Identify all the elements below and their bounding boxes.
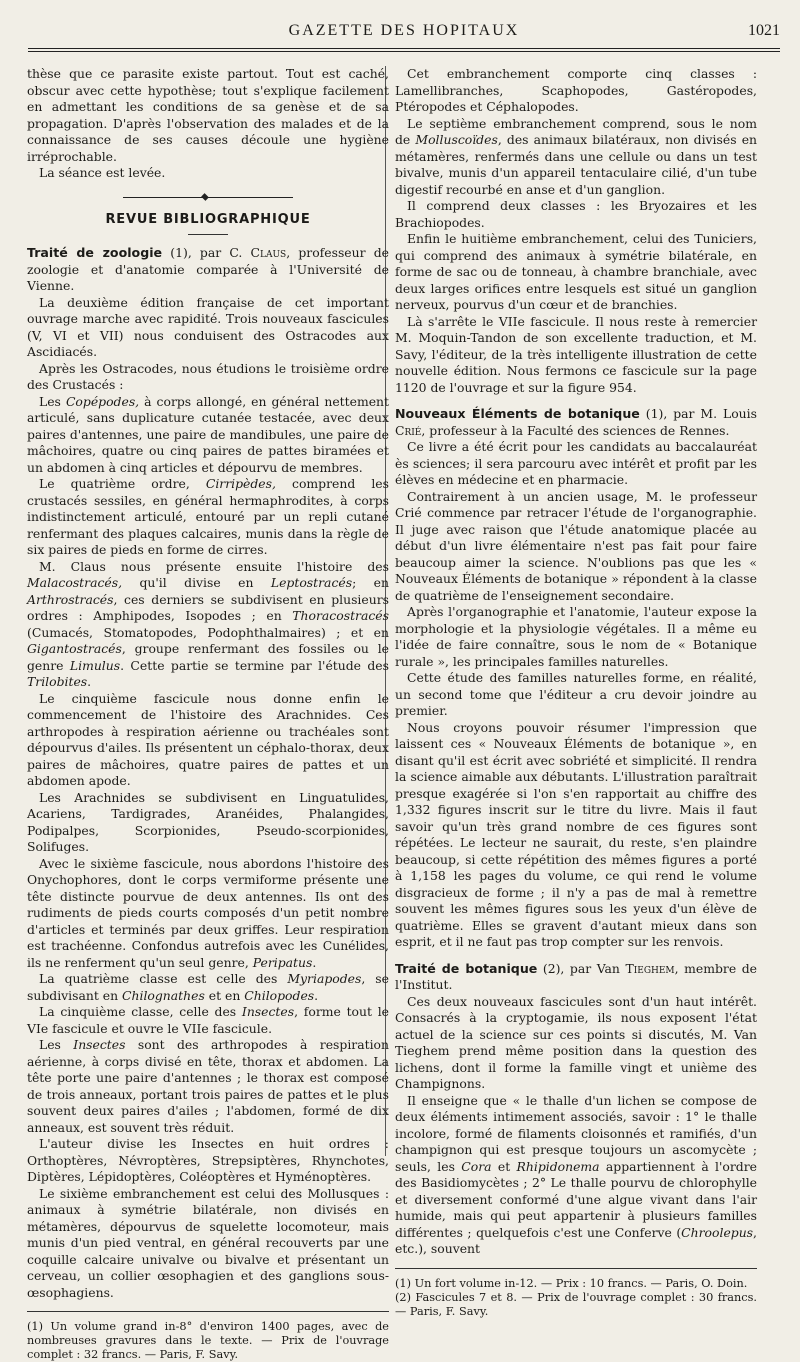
paragraph: La quatrième classe est celle des Myriapodes, se subdivisant en Chilognathes et en Chilopodes. (27, 971, 389, 1003)
section-separator (123, 192, 293, 202)
review-heading: Nouveaux Éléments de botanique (1), par M. Louis Crié, professeur à la Faculté des sciences de Rennes. (395, 406, 757, 438)
paragraph: Le sixième embranchement est celui des Mollusques : animaux à symétrie bilatérale, non divisés en métamères, dépourvus de squelette locomoteur, mais munis d'un pied ventral, en général recouverts par une coquille calcaire univalve ou bivalve et présentant un cerveau, un collier œsophagien et des ganglions sous-œsophagiens. (27, 1185, 389, 1300)
paragraph: Enfin le huitième embranchement, celui des Tuniciers, qui comprend des animaux à symétrie bilatérale, en forme de sac ou de tonneau, à chambre branchiale, avec deux larges orifices entre lesquels est situé un ganglion nerveux, pourvus d'un cœur et de branchies. (395, 231, 757, 312)
paragraph: Nous croyons pouvoir résumer l'impression que laissent ces « Nouveaux Éléments de botanique », en disant qu'il est écrit avec sobriété et simplicité. Il rendra la science aimable aux débutants. L'illustration paraîtrait presque exagérée si l'on s'en rapportait au chiffre des 1,332 figures inscrit sur le titre du livre. Mais il faut savoir qu'un très grand nombre de ces figures sont répétées. Le lecteur ne saurait, du reste, s'en plaindre beaucoup, si cette répétition des mêmes figures a porté à 1,158 les pages du volume, ce qui rend le volume disgracieux de forme ; il n'y a pas de mal à remettre souvent les mêmes figures sous les yeux d'un élève de quatrième. Elles se gravent d'autant mieux dans son esprit, et il ne faut pas trop compter sur les renvois. (395, 719, 757, 949)
paragraph: Avec le sixième fascicule, nous abordons l'histoire des Onychophores, dont le corps vermiforme présente une tête distincte pourvue de deux antennes. Ils ont des rudiments de pieds courts composés d'un petit nombre d'articles et terminés par deux griffes. Leur respiration est trachéenne. Confondus autrefois avec les Cunélides, ils ne renferment qu'un seul genre, Peripatus. (27, 855, 389, 970)
paragraph: Les Copépodes, à corps allongé, en général nettement articulé, sans duplicature cutanée testacée, avec deux paires d'antennes, une paire de mandibules, une paire de mâchoires, quatre ou cinq paires de pattes biramées et un abdomen à cinq articles et dépourvu de membres. (27, 393, 390, 475)
footnote: (1) Un volume grand in-8° d'environ 1400 pages, avec de nombreuses gravures dans le texte. — Prix de l'ouvrage complet : 32 francs. — Paris, F. Savy. (27, 1320, 389, 1361)
journal-title: GAZETTE DES HOPITAUX (288, 22, 520, 39)
paragraph: Ce livre a été écrit pour les candidats au baccalauréat ès sciences; il sera parcouru avec intérêt et profit par les élèves en médecine et en pharmacie. (395, 439, 757, 487)
paragraph: La deuxième édition française de cet important ouvrage marche avec rapidité. Trois nouveaux fascicules (V, VI et VII) nous conduisent des Ostracodes aux Ascidiacés. (27, 294, 389, 359)
right-column (395, 66, 758, 1318)
paragraph: Les Insectes sont des arthropodes à respiration aérienne, à corps divisé en tête, thorax et abdomen. La tête porte une paire d'antennes ; le thorax est composé de trois anneaux, portant trois paires de pattes et le plus souvent deux paires d'ailes ; l'abdomen, formé de dix anneaux, est souvent très réduit. (27, 1037, 389, 1135)
header-rule (28, 48, 780, 52)
paragraph: Après l'organographie et l'anatomie, l'auteur expose la morphologie et la physiologie végétales. Il a même eu l'idée de faire connaître, sous le nom de « Botanique rurale », les principales familles naturelles. (395, 604, 757, 669)
paragraph: Cette étude des familles naturelles forme, en réalité, un second tome que l'éditeur a cru devoir joindre au premier. (395, 670, 757, 718)
paragraph: Les Arachnides se subdivisent en Linguatulides, Acariens, Tardigrades, Aranéides, Phalangides, Podipalpes, Scorpionides, Pseudo-scorpionides, Solifuges. (27, 789, 389, 854)
paragraph: La cinquième classe, celle des Insectes, forme tout le VIe fascicule et ouvre le VIIe fascicule. (27, 1004, 390, 1036)
author-name: Crié (395, 422, 422, 438)
left-column (27, 66, 390, 1361)
section-title: REVUE BIBLIOGRAPHIQUE (105, 211, 311, 227)
footnote: (2) Fascicules 7 et 8. — Prix de l'ouvrage complet : 30 francs. — Paris, F. Savy. (395, 1290, 757, 1318)
footnote: (1) Un fort volume in-12. — Prix : 10 francs. — Paris, O. Doin. (395, 1276, 748, 1290)
author-name: Tieghem (625, 960, 675, 976)
book-title: Traité de botanique (395, 960, 538, 976)
paragraph: Après les Ostracodes, nous étudions le troisième ordre des Crustacés : (27, 360, 389, 392)
paragraph: La séance est levée. (39, 165, 166, 180)
review-heading: Traité de botanique (2), par Van Tieghem, membre de l'Institut. (395, 960, 757, 992)
book-title: Traité de zoologie (27, 245, 163, 260)
paragraph: M. Claus nous présente ensuite l'histoire des Malacostracés, qu'il divise en Leptostracés; en Arthrostracés, ces derniers se subdivisent en plusieurs ordres : Amphipodes, Isopodes ; en Thoracostracés (Cumacés, Stomatopodes, Podophthalmaires) ; et en Gigantostracés, groupe renfermant des fossiles ou le genre Limulus. Cette partie se termine par l'étude des Trilobites. (27, 558, 389, 689)
paragraph: thèse que ce parasite existe partout. Tout est caché, obscur avec cette hypothèse; tout s'explique facilement en admettant les conditions de sa genèse et de sa propagation. D'après l'observation des malades et de la connaissance de ses causes découle une hygiène irréprochable. (27, 66, 389, 164)
paragraph: L'auteur divise les Insectes en huit ordres : Orthoptères, Névroptères, Strepsiptères, Rhynchotes, Diptères, Lépidoptères, Coléoptères et Hyménoptères. (27, 1136, 389, 1184)
paragraph: Il comprend deux classes : les Bryozaires et les Brachiopodes. (395, 198, 757, 230)
short-rule (188, 234, 228, 235)
page-number: 1021 (748, 22, 780, 39)
paragraph: Le quatrième ordre, Cirripèdes, comprend les crustacés sessiles, en général hermaphrodites, à corps indistinctement articulé, entouré par un repli cutané renfermant des plaques calcaires, munis dans la règle de six paires de pieds en forme de cirres. (27, 476, 389, 557)
footnotes (27, 1311, 389, 1362)
footnotes (395, 1268, 757, 1319)
author-name: Claus (250, 245, 287, 260)
paragraph: Ces deux nouveaux fascicules sont d'un haut intérêt. Consacrés à la cryptogamie, ils nous exposent l'état actuel de la science sur ces points si discutés, M. Van Tieghem prend même position dans la question des lichens, dont il forme la famille vingt et unième des Champignons. (395, 993, 757, 1091)
review-heading: Traité de zoologie (1), par C. Claus, professeur de zoologie et d'anatomie comparée à l'Université de Vienne. (27, 245, 389, 293)
paragraph: Il enseigne que « le thalle d'un lichen se compose de deux éléments intimement associés, savoir : 1° le thalle incolore, formé de filaments cloisonnés et ramifiés, d'un champignon qui est presque toujours un ascomycète ; seuls, les Cora et Rhipidonema appartiennent à l'ordre des Basidiomycètes ; 2° Le thalle pourvu de chlorophylle et diversement conformé d'une algue vivant dans l'air humide, mais qui peut appartenir à plusieurs familles différentes ; quelquefois c'est une Conferve (Chroolepus, etc.), souvent (395, 1092, 757, 1256)
paragraph: Cet embranchement comporte cinq classes : Lamellibranches, Scaphopodes, Gastéropodes, Ptéropodes et Céphalopodes. (395, 66, 757, 114)
paragraph: Là s'arrête le VIIe fascicule. Il nous reste à remercier M. Moquin-Tandon de son excellente traduction, et M. Savy, l'éditeur, de la très intelligente illustration de cette nouvelle édition. Nous fermons ce fascicule sur la page 1120 de l'ouvrage et sur la figure 954. (395, 313, 757, 395)
paragraph: Le cinquième fascicule nous donne enfin le commencement de l'histoire des Arachnides. Ces arthropodes à respiration aérienne ou trachéales sont dépourvus d'ailes. Ils présentent un céphalo-thorax, deux paires de mâchoires, quatre paires de pattes et un abdomen apode. (27, 690, 389, 788)
paragraph: Le septième embranchement comprend, sous le nom de Molluscoïdes, des animaux bilatéraux, non divisés en métamères, renfermés dans une cellule ou dans un test bivalve, munis d'un appareil tentaculaire cilié, d'un tube digestif recourbé en anse et d'un ganglion. (395, 115, 758, 197)
paragraph: Contrairement à un ancien usage, M. le professeur Crié commence par retracer l'étude de l'organographie. Il juge avec raison que l'étude anatomique placée au début d'un livre élémentaire n'est pas fait pour faire beaucoup aimer la science. N'oublions pas que les « Nouveaux Éléments de botanique » répondent à la classe de quatrième de l'enseignement secondaire. (395, 488, 757, 603)
page-header (28, 22, 780, 44)
book-title: Nouveaux Éléments de botanique (395, 406, 640, 421)
